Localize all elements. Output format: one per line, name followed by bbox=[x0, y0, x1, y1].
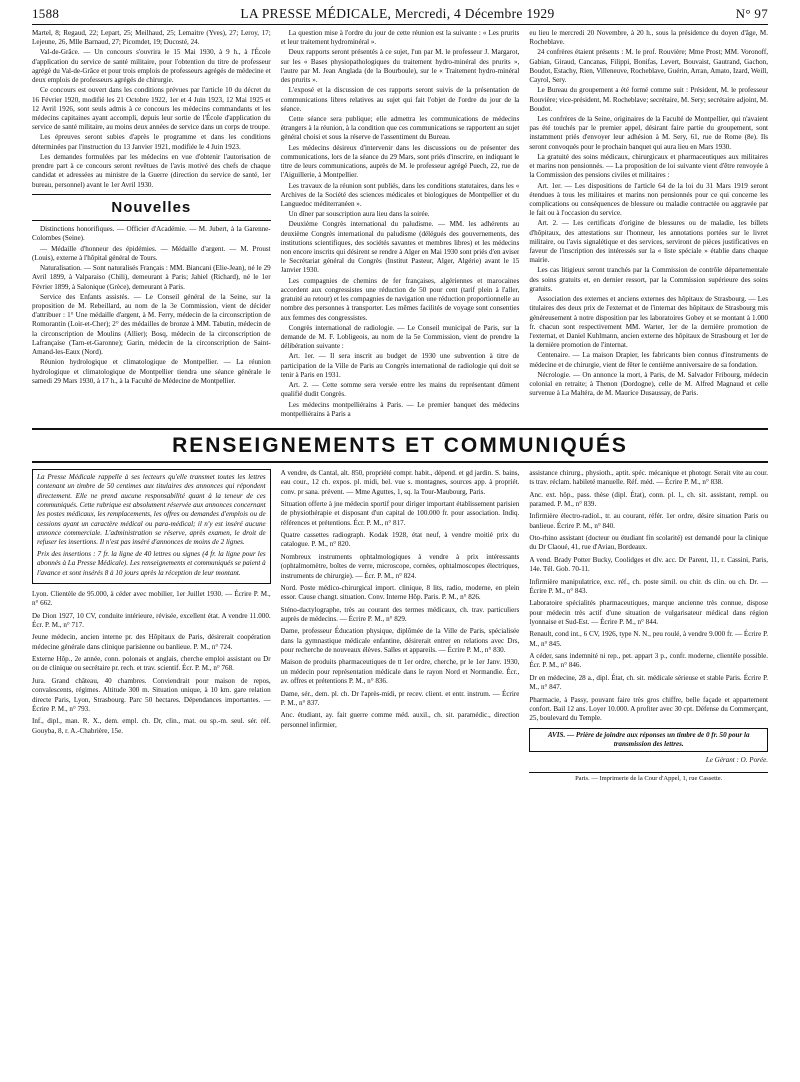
classified-ad: Anc. étudiant, ay. fait guerre comme méd. auxil., ch. sit. paramédic., direction personnel infirmier, bbox=[280, 711, 520, 729]
classified-ad: Jura. Grand château, 40 chambres. Conviendrait pour maison de repos, convalescents, régimes. Altitude 300 m. Situation unique, à 10 km. gare relation directe Paris, Lyon, Strasbourg. Parc 50 hectares. Dépendances importantes. — Écrire P. M., n° 793. bbox=[32, 676, 271, 713]
classified-ad: Sténo-dactylographe, très au courant des termes médicaux, ch. trav. particuliers auprès de médecins. — Écrire P. M., n° 829. bbox=[280, 605, 520, 623]
paragraph: Art. 2. — Cette somme sera versée entre les mains du représentant dûment qualifié dudit Congrès. bbox=[280, 381, 520, 399]
classified-ad: A vend. Brady Potter Bucky, Coolidges et dlv. acc. Dr Parent, 11, r. Cassini, Paris, 14e. Tél. Gob. 70-11. bbox=[529, 555, 769, 574]
classified-ad: assistance chirurg., physioth., aptit. spéc. mécanique et photogr. Serait vite au cour. ts trav. réclam. habileté manuelle. Réf. méd. — Écrire P. M., n° 838. bbox=[529, 468, 769, 487]
classified-ad: Nombreux instruments ophtalmologiques à vendre à prix intéressants (ophtalmomètre, boîtes de verre, microscope, cornées, ophtalmoscopes électriques, instruments de chirurgie). — Écr. P. M., n° 824. bbox=[280, 552, 520, 580]
paragraph: Martel, 8; Regaud, 22; Lepart, 25; Meilhaud, 25; Lemaitre (Yves), 27; Leroy, 17; Lejeune, 26, Mlle Barnaud, 27; Picomdet, 19; Ducosté, 24. bbox=[32, 29, 271, 47]
paragraph: Les confrères de la Seine, originaires de la Faculté de Montpellier, qui n'avaient pas été touchés par le premier appel, désirant faire partie du groupement, sont instamment priés d'envoyer leur adhésion à M. Sery, 61, rue de Rome (8e). Ils seront convoqués pour le prochain banquet qui aura lieu en Mars 1930. bbox=[529, 114, 769, 151]
classified-ad: Infirmière électro-radiol., tr. au courant, référ. 1er ordre, désire situation Paris ou banlieue. Écrire P. M., n° 840. bbox=[529, 512, 769, 530]
page-number: 1588 bbox=[32, 6, 60, 21]
renseignements-heading bbox=[32, 428, 768, 463]
paragraph: Nécrologie. — On annonce la mort, à Paris, de M. Salvador Fribourg, médecin colonial en retraite; à Thenon (Dordogne), celle de M. Alfred Magnaud et celle survenue à La Maltéra, de M. Maurice Dusaussay, de Paris. bbox=[529, 370, 769, 398]
classified-ad: Maison de produits pharmaceutiques de tt 1er ordre, cherche, pr le 1er Janv. 1930, un médecin pour représentation médicale dans le rayon Nord et Normandie. Écr., av. offres et prétentions P. M., n° 836. bbox=[280, 658, 520, 686]
paragraph: 24 confrères étaient présents : M. le prof. Rouvière; Mme Prost; MM. Voronoff, Gabian, Giraud, Cancanas, Filippi, Bonifas, Levert, Bouvaist, Gautrand, Gachon, Boudot, Estachy, Rien, Villeneuve, Rocheblave, Guérin, Arran, Amato, Izard, Weill, Cayrol, Sery. bbox=[529, 48, 769, 85]
classified-ad: Oto-rhino assistant (docteur ou étudiant fin scolarité) est demandé pour la clinique du Dr Claoué, 41, rue d'Aviau, Bordeaux. bbox=[529, 534, 769, 552]
paragraph: eu lieu le mercredi 20 Novembre, à 20 h., sous la présidence du doyen d'âge, M. Rocheblave. bbox=[529, 29, 769, 47]
classifieds-column-3 bbox=[529, 469, 768, 783]
paragraph: L'exposé et la discussion de ces rapports seront suivis de la présentation de communications libres relatives au sujet qui fait l'objet de l'ordre du jour de la séance. bbox=[280, 86, 520, 113]
classified-ad: Situation offerte à jne médecin sportif pour diriger important établissement parisien de physiothérapie et disposant d'un capital de 100.000 fr. pour association. Indiq. références et prétentions. Écr. P. M., n° 817. bbox=[280, 500, 520, 527]
news-column-3 bbox=[529, 29, 768, 420]
classified-ad: Dame, sér., dem. pl. ch. Dr l'après-midi, pr recev. client. et entr. instrum. — Écrire P. M., n° 837. bbox=[280, 689, 520, 707]
paragraph: Un dîner par souscription aura lieu dans la soirée. bbox=[288, 210, 430, 219]
journal-title: LA PRESSE MÉDICALE, Mercredi, 4 Décembre 1929 bbox=[240, 6, 555, 21]
classified-ad: De Dion 1927, 10 CV, conduite intérieure, révisée, excellent état. A vendre 11.000. Écr. P. M., n° 717. bbox=[32, 611, 271, 629]
classified-ad: Pharmacie, à Passy, pouvant faire très gros chiffre, belle façade et appartement confort. Bail 12 ans. Loyer 10.000. A profiter avec 30 cpt. Défense du Commerçant, 25, boulevard du Temple. bbox=[529, 695, 769, 723]
classified-ad: Renault, cond int., 6 CV, 1926, type N. N., peu roulé, à vendre 9.000 fr. — Écrire P. M., n° 845. bbox=[529, 630, 769, 648]
classifieds-column-2 bbox=[281, 469, 520, 783]
classified-ad: Quatre cassettes radiograph. Kodak 1928, état neuf, à vendre moitié prix du catalogue. P. M., n° 820. bbox=[280, 531, 520, 549]
classified-ad: Anc. ext. hôp., pass. thèse (dipl. État), conn. pl. l., ch. sit. assistant, rempl. ou paramed. P. M., n° 839. bbox=[529, 490, 769, 509]
paragraph: Cette séance sera publique; elle admettra les communications de médecins étrangers à la réunion, à la condition que ces communications se rapportent au sujet général choisi et sous la réserve de l'assentiment du Bureau. bbox=[280, 114, 520, 142]
paragraph: Les épreuves seront subies d'après le programme et dans les conditions déterminées par l'instruction du 13 Janvier 1921, modifiée le 4 Juin 1923. bbox=[32, 133, 271, 151]
classified-ad: Lyon. Clientèle de 95.000, à céder avec mobilier, 1er Juillet 1930. — Écrire P. M., n° 662. bbox=[32, 589, 271, 608]
classified-ad: Dame, professeur Éducation physique, diplômée de la Ville de Paris, spécialisée dans la gymnastique médicale enfantine, désirerait entrer en relations avec Drs, pour recherche de nouveaux élèves. Salles et appareils. — Écrire P. M., n° 830. bbox=[280, 627, 520, 655]
news-columns bbox=[32, 29, 768, 420]
paragraph: Les demandes formulées par les médecins en vue d'obtenir l'autorisation de prendre part à ce concours seront revêtues de l'avis motivé des chefs de chaque candidat et adressées au ministre de la Guerre (direction du service de santé, 1er bureau, personnel) avant le 1er Avril 1930. bbox=[32, 152, 271, 189]
paragraph: Val-de-Grâce. — Un concours s'ouvrira le 15 Mai 1930, à 9 h., à l'École d'application du service de santé militaire, pour l'obtention du titre de professeur agrégé du Val-de-Grâce et pour trois emplois de professeurs agrégés de médecine et deux emplois de professeurs agrégés de chirurgie. bbox=[32, 48, 271, 85]
paragraph: Le Bureau du groupement a été formé comme suit : Président, M. le professeur Rouvière; vice-président, M. Rocheblave; secrétaire, M. Sery; secrétaire adjoint, M. Boudot. bbox=[529, 86, 769, 113]
paragraph: Congrès international de radiologie. — Le Conseil municipal de Paris, sur la demande de M. F. Lobligeois, au nom de la 5e Commission, vient de prendre la délibération suivante : bbox=[280, 323, 520, 351]
classifieds-column-1 bbox=[32, 469, 271, 783]
classified-ad: A vendre, ds Cantal, alt. 850, propriété compr. habit., dépend. et gd jardin. S. bains, eau cour., 12 ch. expos. pl. midi, bel. vue s. montagnes, sources app. à propriét. conv. pr sana. prévent. — Mme Aguttes, 1, sq. la Tour-Maubourg, Paris. bbox=[280, 468, 520, 496]
classified-ad: Laboratoire spécialités pharmaceutiques, marque ancienne très connue, dispose pour médecin très actif d'une situation de vulgarisateur médical dans région lyonnaise et Sud-Est. — Écrire P. M., n° 844. bbox=[529, 599, 769, 626]
paragraph: Art. 2. — Les certificats d'origine de blessures ou de maladie, les billets d'hôpitaux, des attestations sur l'honneur, les annotations portées sur le livret militaire, ou l'avis signalétique et des services, serviront de pièces justificatives en faveur de l'inscription des intéressés sur la « liste spéciale » établie dans chaque mairie. bbox=[529, 219, 769, 265]
page-header bbox=[32, 6, 768, 25]
nouvelles-heading bbox=[32, 194, 271, 222]
classified-ad: A céder, sans indemnité ni rep., pet. appart 3 p., confr. moderne, clientèle possible. Écr. P. M., n° 846. bbox=[529, 652, 769, 670]
issue-number: N° 97 bbox=[735, 6, 768, 21]
news-column-2 bbox=[281, 29, 520, 420]
paragraph: La question mise à l'ordre du jour de cette réunion est la suivante : « Les prurits et leur traitement hydrominéral ». bbox=[280, 29, 520, 47]
paragraph: Réunion hydrologique et climatologique de Montpellier. — La réunion hydrologique et climatologique de Montpellier tiendra une séance générale le samedi 29 Mars 1930, à 17 h., à la Faculté de Médecine de Montpellier. bbox=[32, 358, 271, 385]
renseignements-title: RENSEIGNEMENTS ET COMMUNIQUÉS bbox=[172, 433, 628, 457]
printer-line: Paris. — Imprimerie de la Cour d'Appel, 1, rue Cassette. bbox=[529, 772, 768, 784]
paragraph: Service des Enfants assistés. — Le Conseil général de la Seine, sur la proposition de M. Rebeillard, au nom de la 3e Commission, vient de décider d'attribuer : 1° Une médaille d'argent, à M. Ferry, médecin de la circonscription de Romorantin (Loir-et-Cher); 2° des médailles de bronze à MM. Tabutin, médecin de la circonscription de Moulins (Allier); Bosq, médecin de la circonscription de Lafrançaise (Tarn-et-Garonne); Garin, médecin de la circonscription de Saint-Amand-les-Eaux (Nord). bbox=[32, 292, 271, 357]
nouvelles-title: Nouvelles bbox=[111, 198, 192, 216]
classified-ad: Inf., dipl., man. R. X., dem. empl. ch. Dr, clin., mat. ou sp.-m. seul. sér. réf. Gouyba, 8, r. A.-Chabrière, 15e. bbox=[32, 717, 271, 735]
classified-ad: Dr en médecine, 28 a., dipl. État, ch. sit. médicale sérieuse et stable Paris. Écrire P. M., n° 847. bbox=[529, 673, 769, 692]
notice-paragraph: La Presse Médicale rappelle à ses lecteurs qu'elle transmet toutes les lettres contenant un timbre de 50 centimes aux titulaires des annonces qui répondent directement. Elle ne prend aucune responsabilité quant à la teneur de ces communiqués. Cette rubrique est absolument réservée aux annonces concernant les postes médicaux, les remplacements, les offres ou demandes d'emplois ou de cessions ayant un caractère médical ou para-médical; il n'y est inséré aucune annonce commerciale. L'administration se réserve, après examen, le droit de refuser les insertions. Il n'est pas inséré d'annonces de moins de 2 lignes. bbox=[37, 472, 266, 547]
paragraph: Association des externes et anciens externes des hôpitaux de Strasbourg. — Les titulaires des deux prix de l'externat et de l'internat des hôpitaux de Strasbourg mis généreusement à notre disposition par les laboratoires Gobey et se montant à 1.000 fr. chacun sont respectivement MM. Warter, 1er de la dernière promotion de l'externat, et Daniel Kuhlmann, ancien externe des hôpitaux de Strasbourg et 1er de la dernière promotion de l'internat. bbox=[529, 295, 769, 350]
notice-box bbox=[32, 469, 271, 584]
paragraph: Deux rapports seront présentés à ce sujet, l'un par M. le professeur J. Margarot, sur les « Bases physiopathologiques du traitement hydro-minéral des prurits », l'autre par M. Jean Anglada (de la Bourboule), sur le « Traitement hydro-minéral des prurits ». bbox=[280, 48, 520, 85]
gerant-line: Le Gérant : O. Porée. bbox=[705, 756, 769, 765]
classifieds-columns bbox=[32, 469, 768, 783]
paragraph: — Médaille d'honneur des épidémies. — Médaille d'argent. — M. Proust (Louis), externe à l'hôpital général de Tours. bbox=[32, 244, 271, 262]
paragraph: Deuxième Congrès international du paludisme. — MM. les adhérents au deuxième Congrès international du paludisme (délégués des gouvernements, des institutions scientifiques, des sociétés savantes et membres libres) et les médecins non encore inscrits qui désirent se rendre à Alger en Mai 1930 sont priés d'en aviser le Secrétariat général du Congrès (Institut Pasteur, Alger, Algérie) avant le 15 Janvier 1930. bbox=[280, 220, 520, 275]
classified-ad: Externe Hôp., 2e année, conn. polonais et anglais, cherche emploi assistant ou Dr ou de clinique ou secrétaire pr. rech. et trav. scientif. Écr. P. M., n° 768. bbox=[32, 655, 271, 673]
paragraph: Centenaire. — La maison Drapier, les fabricants bien connus d'instruments de médecine et de chirurgie, vient de fêter le centième anniversaire de sa fondation. bbox=[529, 351, 769, 369]
paragraph: Les travaux de la réunion sont publiés, dans les conditions statutaires, dans les « Archives de la Société des sciences médicales et biologiques de Montpellier et du Languedoc méditerranéen ». bbox=[280, 181, 520, 208]
paragraph: Les médecins montpelliérains à Paris. — Le premier banquet des médecins montpelliérains à Paris a bbox=[280, 400, 520, 418]
paragraph: Art. 1er. — Les dispositions de l'article 64 de la loi du 31 Mars 1919 seront étendues à tous les militaires et marins non pensionnés pour ce qui concerne les complications ou conséquences de blessure ou maladie contractée ou aggravée par le fait ou à l'occasion du service. bbox=[529, 181, 769, 218]
classified-ad: Infirmière manipulatrice, exc. réf., ch. poste simil. ou chir. ds clin. ou ch. Dr. — Écrire P. M., n° 843. bbox=[529, 577, 769, 595]
classified-ad: Jeune médecin, ancien interne pr. des Hôpitaux de Paris, désirerait coopération médecine générale dans clinique parisienne ou banlieue. P. M., n° 724. bbox=[32, 633, 271, 651]
paragraph: Les cas litigieux seront tranchés par la Commission de contrôle départementale des soins gratuits et, en dernier ressort, par la Commission supérieure des soins gratuits. bbox=[529, 266, 769, 293]
paragraph: Naturalisation. — Sont naturalisés Français : MM. Biancani (Elie-Jean), né le 29 Avril 1899, à Valparaiso (Chili), demeurant à Paris; Jahiel (Richard), né le 1er Février 1899, à Salonique (Grèce), demeurant à Paris. bbox=[32, 264, 271, 291]
news-column-1 bbox=[32, 29, 271, 420]
paragraph: Ce concours est ouvert dans les conditions prévues par l'article 10 du décret du 16 Février 1920, modifié les 21 Octobre 1922, 1er et 4 Juin 1923, 12 Mai 1925 et 12 Avril 1926, sont seuls admis à ce concours les médecins commandants et les médecins capitaines ayant accompli, depuis leur sortie de l'École d'application du service de santé militaire, au moins deux années de service dans un corps de troupe. bbox=[32, 86, 271, 132]
paragraph: Les médecins désireux d'intervenir dans les discussions ou de présenter des communications, lors de la séance du 29 Mars, sont priés d'inscrire, en indiquant le titre de leurs communications, auprès de M. le professeur agrégé Puech, 22, rue de l'Aiguillerie, à Montpellier. bbox=[280, 143, 520, 180]
avis-box: AVIS. — Prière de joindre aux réponses un timbre de 0 fr. 50 pour la transmission des lettres. bbox=[529, 728, 768, 753]
paragraph: Art. 1er. — Il sera inscrit au budget de 1930 une subvention à titre de participation de la Ville de Paris au Congrès international de radiologie qui doit se tenir à Paris en 1931. bbox=[280, 352, 520, 379]
classified-ad: Nord. Poste médico-chirurgical import. clinique, 8 lits, radio, moderne, en plein essor. Cause changt. situation. Conv. Interne Hôp. Paris. P. M., n° 826. bbox=[280, 583, 520, 602]
paragraph: Les compagnies de chemins de fer françaises, algériennes et marocaines accordent aux congressistes une réduction de 50 pour cent (tarif plein à l'aller, gratuité au retour) et les compagnies de navigation une réduction proportionnelle au nombre des personnes à transporter. Les mêmes facilités de voyage sont consenties aux femmes des congressistes. bbox=[280, 276, 520, 322]
paragraph: Distinctions honorifiques. — Officier d'Académie. — M. Jubert, à la Garenne-Colombes (Seine). bbox=[32, 225, 271, 243]
notice-paragraph: Prix des insertions : 7 fr. la ligne de 40 lettres ou signes (4 fr. la ligne pour les abonnés à La Presse Médicale). Les renseignements et communiqués se paient à l'avance et sont insérés 8 à 10 jours après la réception de leur montant. bbox=[37, 549, 266, 577]
paragraph: La gratuité des soins médicaux, chirurgicaux et pharmaceutiques aux militaires et marins non pensionnés. — La proposition de loi suivante vient d'être renvoyée à la Commission des pensions civiles et militaires : bbox=[529, 152, 769, 180]
